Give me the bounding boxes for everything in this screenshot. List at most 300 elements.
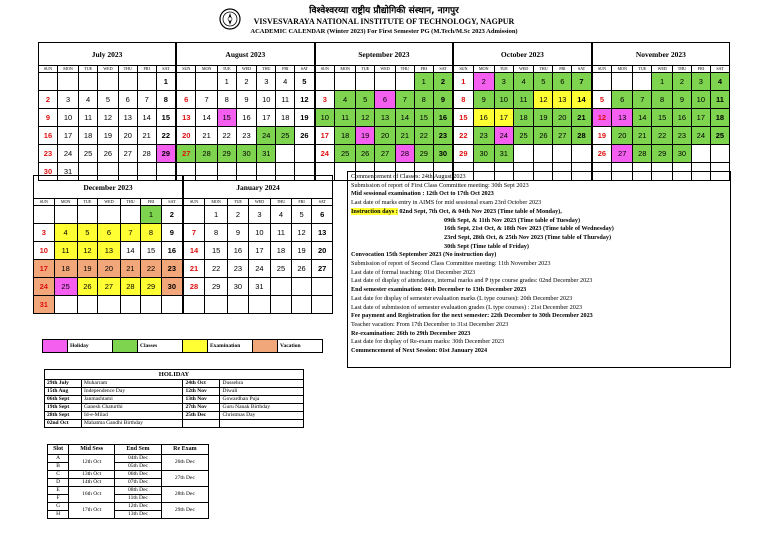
holiday-name: Independence Day <box>82 388 183 396</box>
holiday-date: 29th July <box>45 380 82 388</box>
day-cell: 23 <box>161 260 183 278</box>
day-cell <box>183 296 205 314</box>
slot-code: H <box>48 511 69 519</box>
day-cell: 19 <box>592 127 612 145</box>
day-cell: 5 <box>77 224 98 242</box>
day-cell: 16 <box>672 109 691 127</box>
day-cell <box>118 73 137 91</box>
slot-header: Mid Sess <box>69 445 115 455</box>
day-cell: 22 <box>652 127 673 145</box>
weekday-label: TUE <box>79 66 98 73</box>
note-re-exam-marks: Last date for display of Re-exam marks: 30th December 2023 <box>351 338 505 346</box>
week-row <box>34 242 333 260</box>
slot-code: D <box>48 479 69 487</box>
holiday-date: 13th Nov <box>183 396 220 404</box>
day-cell: 11 <box>513 91 534 109</box>
weekday-label: THU <box>257 66 276 73</box>
day-cell: 3 <box>315 91 335 109</box>
day-cell: 2 <box>433 73 453 91</box>
day-cell: 21 <box>196 127 217 145</box>
holiday-row <box>45 404 304 412</box>
slot-header: End Sem <box>115 445 162 455</box>
slot-header: Re Exam <box>161 445 208 455</box>
day-cell <box>54 206 77 224</box>
weekday-label: THU <box>534 66 553 73</box>
instruction-days-label: Instruction days : <box>351 207 398 215</box>
week-row <box>39 73 730 91</box>
re-exam-date: 29th Dec <box>161 503 208 519</box>
day-cell: 29 <box>652 145 673 163</box>
legend-swatch <box>183 340 208 353</box>
week-row <box>34 224 333 242</box>
day-cell <box>57 73 78 91</box>
holiday-row <box>45 380 304 388</box>
holiday-row <box>45 412 304 420</box>
day-cell: 9 <box>473 91 494 109</box>
day-cell: 12 <box>534 91 553 109</box>
day-cell: 12 <box>98 109 119 127</box>
weekday-label: SAT <box>433 66 453 73</box>
re-exam-date: 26th Dec <box>161 455 208 471</box>
day-cell: 26 <box>534 127 553 145</box>
day-cell: 28 <box>120 278 141 296</box>
day-cell: 6 <box>553 73 572 91</box>
note-second-committee: Submission of report of Second Class Committee meeting: 11th November 2023 <box>351 260 551 268</box>
day-cell: 6 <box>612 91 633 109</box>
day-cell: 21 <box>137 127 156 145</box>
day-cell: 30 <box>433 145 453 163</box>
day-cell: 1 <box>205 206 228 224</box>
slot-code: F <box>48 495 69 503</box>
end-sem-date: 04th Dec <box>115 455 162 463</box>
holiday-date <box>183 420 220 428</box>
day-cell <box>176 73 196 91</box>
re-exam-date: 27th Dec <box>161 471 208 487</box>
day-cell <box>375 73 396 91</box>
day-cell <box>534 145 553 163</box>
end-sem-date: 08th Dec <box>115 487 162 495</box>
day-cell <box>228 296 249 314</box>
weekday-label: WED <box>513 66 534 73</box>
day-cell: 14 <box>633 109 652 127</box>
day-cell: 22 <box>156 127 176 145</box>
note-instruction-2: 09th Sept, & 11th Nov 2023 (Time table of Tuesday) <box>444 216 581 224</box>
day-cell: 19 <box>77 260 98 278</box>
day-cell: 24 <box>315 145 335 163</box>
day-cell: 15 <box>453 109 473 127</box>
day-cell: 7 <box>572 73 592 91</box>
day-cell: 13 <box>98 242 121 260</box>
weekday-label: SAT <box>710 66 729 73</box>
weekday-label: WED <box>248 199 271 206</box>
day-cell: 13 <box>118 109 137 127</box>
slot-code: G <box>48 503 69 511</box>
day-cell: 23 <box>473 127 494 145</box>
day-cell: 28 <box>137 145 156 163</box>
note-display-eval: Last date for display of semester evaluation marks (L type courses): 20th December 2023 <box>351 294 573 302</box>
day-cell: 10 <box>494 91 513 109</box>
day-cell: 5 <box>291 206 312 224</box>
day-cell: 17 <box>34 260 55 278</box>
weekday-label: FRI <box>276 66 295 73</box>
day-cell: 11 <box>271 224 292 242</box>
day-cell <box>271 296 292 314</box>
day-cell: 13 <box>553 91 572 109</box>
day-cell: 21 <box>395 127 414 145</box>
day-cell: 25 <box>335 145 356 163</box>
day-cell: 23 <box>672 127 691 145</box>
month-name: August 2023 <box>176 43 315 66</box>
day-cell: 10 <box>315 109 335 127</box>
day-cell: 9 <box>228 224 249 242</box>
day-cell: 27 <box>176 145 196 163</box>
day-cell: 14 <box>120 242 141 260</box>
week-row <box>39 145 730 163</box>
day-cell: 19 <box>295 109 315 127</box>
day-cell: 10 <box>691 91 710 109</box>
day-cell: 30 <box>39 163 58 181</box>
weekday-label: MON <box>473 66 494 73</box>
end-sem-date: 07th Dec <box>115 479 162 487</box>
day-cell: 6 <box>176 91 196 109</box>
day-cell: 26 <box>356 145 375 163</box>
day-cell: 10 <box>257 91 276 109</box>
day-cell <box>161 296 183 314</box>
weekday-label: SAT <box>572 66 592 73</box>
week-row <box>34 278 333 296</box>
day-cell: 15 <box>414 109 433 127</box>
note-fee: Fee payment and Registration for the next semester: 22th December to 30th December 2023 <box>351 312 593 320</box>
day-cell: 17 <box>57 127 78 145</box>
note-formal-teaching: Last date of formal teaching: 01st December 2023 <box>351 268 476 276</box>
calendar-subtitle: ACADEMIC CALENDAR (Winter 2023) For First Semester PG (M.Tech/M.Sc 2023 Admission) <box>250 28 518 35</box>
day-cell: 27 <box>98 278 121 296</box>
day-cell: 19 <box>534 109 553 127</box>
legend-label: Holiday <box>68 340 113 353</box>
day-cell: 28 <box>572 127 592 145</box>
day-cell <box>98 73 119 91</box>
weekday-label: SAT <box>312 199 333 206</box>
day-cell: 1 <box>141 206 162 224</box>
day-cell <box>312 278 333 296</box>
legend-swatch <box>113 340 138 353</box>
day-cell: 7 <box>196 91 217 109</box>
day-cell: 1 <box>652 73 673 91</box>
calendar-notes <box>347 171 731 368</box>
day-cell <box>141 296 162 314</box>
institute-name-hindi: विश्वेश्वरय्या राष्ट्रीय प्रौद्योगिकी संस्थान, नागपुर <box>309 6 459 16</box>
day-cell <box>335 73 356 91</box>
day-cell: 2 <box>473 73 494 91</box>
weekday-label: SAT <box>161 199 183 206</box>
weekday-label: THU <box>271 199 292 206</box>
day-cell: 18 <box>710 109 729 127</box>
day-cell: 4 <box>54 224 77 242</box>
weekday-label: FRI <box>141 199 162 206</box>
weekday-label: TUE <box>356 66 375 73</box>
day-cell: 7 <box>633 91 652 109</box>
day-cell: 26 <box>295 127 315 145</box>
holiday-row <box>45 420 304 428</box>
day-cell: 1 <box>453 73 473 91</box>
slot-row <box>48 471 209 479</box>
day-cell: 30 <box>228 278 249 296</box>
day-cell: 14 <box>137 109 156 127</box>
day-cell: 8 <box>453 91 473 109</box>
day-cell: 31 <box>57 163 78 181</box>
day-cell: 14 <box>196 109 217 127</box>
day-cell: 17 <box>248 242 271 260</box>
day-cell: 27 <box>118 145 137 163</box>
day-cell <box>77 206 98 224</box>
day-cell: 19 <box>356 127 375 145</box>
day-cell <box>54 296 77 314</box>
day-cell: 14 <box>572 91 592 109</box>
note-submission-grades: Last date of submission of semester evaluation grades (L type courses) : 21st December 2023 <box>351 303 583 311</box>
day-cell: 24 <box>494 127 513 145</box>
holiday-row <box>45 396 304 404</box>
month-name: December 2023 <box>34 176 183 199</box>
day-cell: 6 <box>375 91 396 109</box>
day-cell: 11 <box>79 109 98 127</box>
day-cell: 26 <box>98 145 119 163</box>
day-cell <box>395 73 414 91</box>
day-cell: 9 <box>236 91 257 109</box>
day-cell: 16 <box>39 127 58 145</box>
day-cell: 15 <box>205 242 228 260</box>
institute-name: VISVESVARAYA NATIONAL INSTITUTE OF TECHNOLOGY, NAGPUR <box>253 17 515 26</box>
day-cell <box>120 296 141 314</box>
day-cell: 13 <box>312 224 333 242</box>
day-cell: 25 <box>79 145 98 163</box>
day-cell: 20 <box>375 127 396 145</box>
week-row <box>39 91 730 109</box>
day-cell: 4 <box>79 91 98 109</box>
legend-label: Examination <box>208 340 253 353</box>
weekday-label: THU <box>120 199 141 206</box>
weekday-label: MON <box>57 66 78 73</box>
holiday-date: 19th Sept <box>45 404 82 412</box>
day-cell: 18 <box>54 260 77 278</box>
day-cell <box>691 145 710 163</box>
day-cell: 6 <box>118 91 137 109</box>
holiday-title: HOLIDAY <box>45 370 304 380</box>
day-cell <box>183 206 205 224</box>
day-cell: 1 <box>217 73 236 91</box>
holiday-name: Ganesh Chaturthi <box>82 404 183 412</box>
day-cell: 25 <box>513 127 534 145</box>
month-name: October 2023 <box>453 43 592 66</box>
day-cell: 6 <box>312 206 333 224</box>
holiday-name: Mahatma Gandhi Birthday <box>82 420 183 428</box>
day-cell: 21 <box>572 109 592 127</box>
day-cell: 26 <box>592 145 612 163</box>
holiday-name: Janmashtami <box>82 396 183 404</box>
day-cell: 7 <box>120 224 141 242</box>
end-sem-date: 12th Dec <box>115 503 162 511</box>
calendar-dec-2023-jan-2024 <box>33 175 333 314</box>
day-cell: 11 <box>335 109 356 127</box>
day-cell: 28 <box>633 145 652 163</box>
color-legend <box>42 339 323 353</box>
day-cell: 12 <box>295 91 315 109</box>
holiday-table <box>44 369 304 428</box>
day-cell <box>356 73 375 91</box>
weekday-label: MON <box>612 66 633 73</box>
day-cell: 30 <box>161 278 183 296</box>
weekday-row <box>34 199 333 206</box>
week-row <box>39 127 730 145</box>
day-cell: 20 <box>176 127 196 145</box>
day-cell: 7 <box>137 91 156 109</box>
weekday-label: THU <box>395 66 414 73</box>
day-cell: 28 <box>196 145 217 163</box>
weekday-label: MON <box>205 199 228 206</box>
weekday-label: THU <box>672 66 691 73</box>
month-name: January 2024 <box>183 176 333 199</box>
end-sem-date: 06th Dec <box>115 471 162 479</box>
holiday-name: Id-e-Milad <box>82 412 183 420</box>
day-cell: 25 <box>271 260 292 278</box>
day-cell: 3 <box>257 73 276 91</box>
day-cell: 16 <box>161 242 183 260</box>
note-instruction-5: 30th Sept (Time table of Friday) <box>444 242 529 250</box>
day-cell <box>513 145 534 163</box>
mid-sess-date: 14th Oct <box>69 479 115 487</box>
day-cell: 6 <box>98 224 121 242</box>
month-name: November 2023 <box>592 43 730 66</box>
day-cell: 15 <box>156 109 176 127</box>
day-cell: 1 <box>414 73 433 91</box>
day-cell: 14 <box>395 109 414 127</box>
weekday-label: FRI <box>291 199 312 206</box>
holiday-name: Dussehra <box>220 380 304 388</box>
day-cell: 10 <box>34 242 55 260</box>
weekday-label: FRI <box>691 66 710 73</box>
day-cell: 20 <box>98 260 121 278</box>
day-cell: 31 <box>34 296 55 314</box>
day-cell: 8 <box>217 91 236 109</box>
weekday-label: WED <box>652 66 673 73</box>
day-cell: 4 <box>513 73 534 91</box>
holiday-row <box>45 388 304 396</box>
day-cell: 18 <box>335 127 356 145</box>
weekday-label: WED <box>98 66 119 73</box>
weekday-label: WED <box>98 199 121 206</box>
day-cell: 26 <box>77 278 98 296</box>
month-name: September 2023 <box>315 43 454 66</box>
day-cell: 13 <box>176 109 196 127</box>
month-name: July 2023 <box>39 43 177 66</box>
legend-label: Classes <box>138 340 183 353</box>
weekday-label: TUE <box>633 66 652 73</box>
note-mid-sessional: Mid sessional examination : 12th Oct to 17th Oct 2023 <box>351 190 494 198</box>
holiday-name: Guru Nanak Birthday <box>220 404 304 412</box>
day-cell: 16 <box>433 109 453 127</box>
weekday-label: SUN <box>453 66 473 73</box>
day-cell: 4 <box>335 91 356 109</box>
day-cell: 22 <box>141 260 162 278</box>
day-cell: 8 <box>414 91 433 109</box>
day-cell: 23 <box>228 260 249 278</box>
day-cell: 27 <box>312 260 333 278</box>
day-cell: 5 <box>592 91 612 109</box>
holiday-date: 06th Sept <box>45 396 82 404</box>
day-cell: 24 <box>34 278 55 296</box>
day-cell: 2 <box>672 73 691 91</box>
day-cell <box>312 296 333 314</box>
day-cell: 9 <box>672 91 691 109</box>
slot-row <box>48 455 209 463</box>
slot-header-row <box>48 445 209 455</box>
weekday-label: SUN <box>592 66 612 73</box>
holiday-name: Gowardhan Puja <box>220 396 304 404</box>
day-cell <box>633 73 652 91</box>
holiday-name: Muharram <box>82 380 183 388</box>
day-cell: 20 <box>118 127 137 145</box>
holiday-date: 28th Sept <box>45 412 82 420</box>
day-cell <box>271 278 292 296</box>
page-header <box>0 6 768 36</box>
day-cell: 20 <box>553 109 572 127</box>
day-cell <box>248 296 271 314</box>
mid-sess-date: 16th Oct <box>69 487 115 503</box>
day-cell: 1 <box>156 73 176 91</box>
note-instruction-1: Instruction days : 02nd Sept, 7th Oct, & 04th Nov 2023 (Time table of Monday), <box>351 207 562 215</box>
day-cell: 30 <box>672 145 691 163</box>
week-row <box>39 109 730 127</box>
holiday-date: 25th Dec <box>183 412 220 420</box>
slot-code: A <box>48 455 69 463</box>
day-cell: 27 <box>612 145 633 163</box>
mid-sess-date: 13th Oct <box>69 471 115 479</box>
day-cell: 8 <box>205 224 228 242</box>
month-name-row <box>34 176 333 199</box>
day-cell: 7 <box>395 91 414 109</box>
day-cell <box>39 73 58 91</box>
holiday-name <box>220 420 304 428</box>
note-instruction-3: 16th Sept, 21st Oct, & 18th Nov 2023 (Time table of Wednesday) <box>444 225 614 233</box>
weekday-label: FRI <box>137 66 156 73</box>
day-cell: 23 <box>39 145 58 163</box>
day-cell: 18 <box>276 109 295 127</box>
day-cell: 3 <box>494 73 513 91</box>
day-cell: 25 <box>276 127 295 145</box>
day-cell: 7 <box>183 224 205 242</box>
day-cell: 24 <box>257 127 276 145</box>
day-cell: 3 <box>57 91 78 109</box>
day-cell: 2 <box>228 206 249 224</box>
weekday-label: FRI <box>553 66 572 73</box>
weekday-label: SUN <box>183 199 205 206</box>
day-cell: 2 <box>39 91 58 109</box>
weekday-label: FRI <box>414 66 433 73</box>
day-cell <box>291 296 312 314</box>
slot-code: C <box>48 471 69 479</box>
day-cell: 19 <box>98 127 119 145</box>
day-cell: 13 <box>375 109 396 127</box>
day-cell: 23 <box>236 127 257 145</box>
weekday-label: TUE <box>77 199 98 206</box>
weekday-label: TUE <box>217 66 236 73</box>
day-cell: 19 <box>291 242 312 260</box>
day-cell: 31 <box>257 145 276 163</box>
slot-row <box>48 487 209 495</box>
legend-swatch <box>253 340 278 353</box>
day-cell <box>79 73 98 91</box>
legend-label: Vacation <box>278 340 323 353</box>
day-cell: 18 <box>271 242 292 260</box>
